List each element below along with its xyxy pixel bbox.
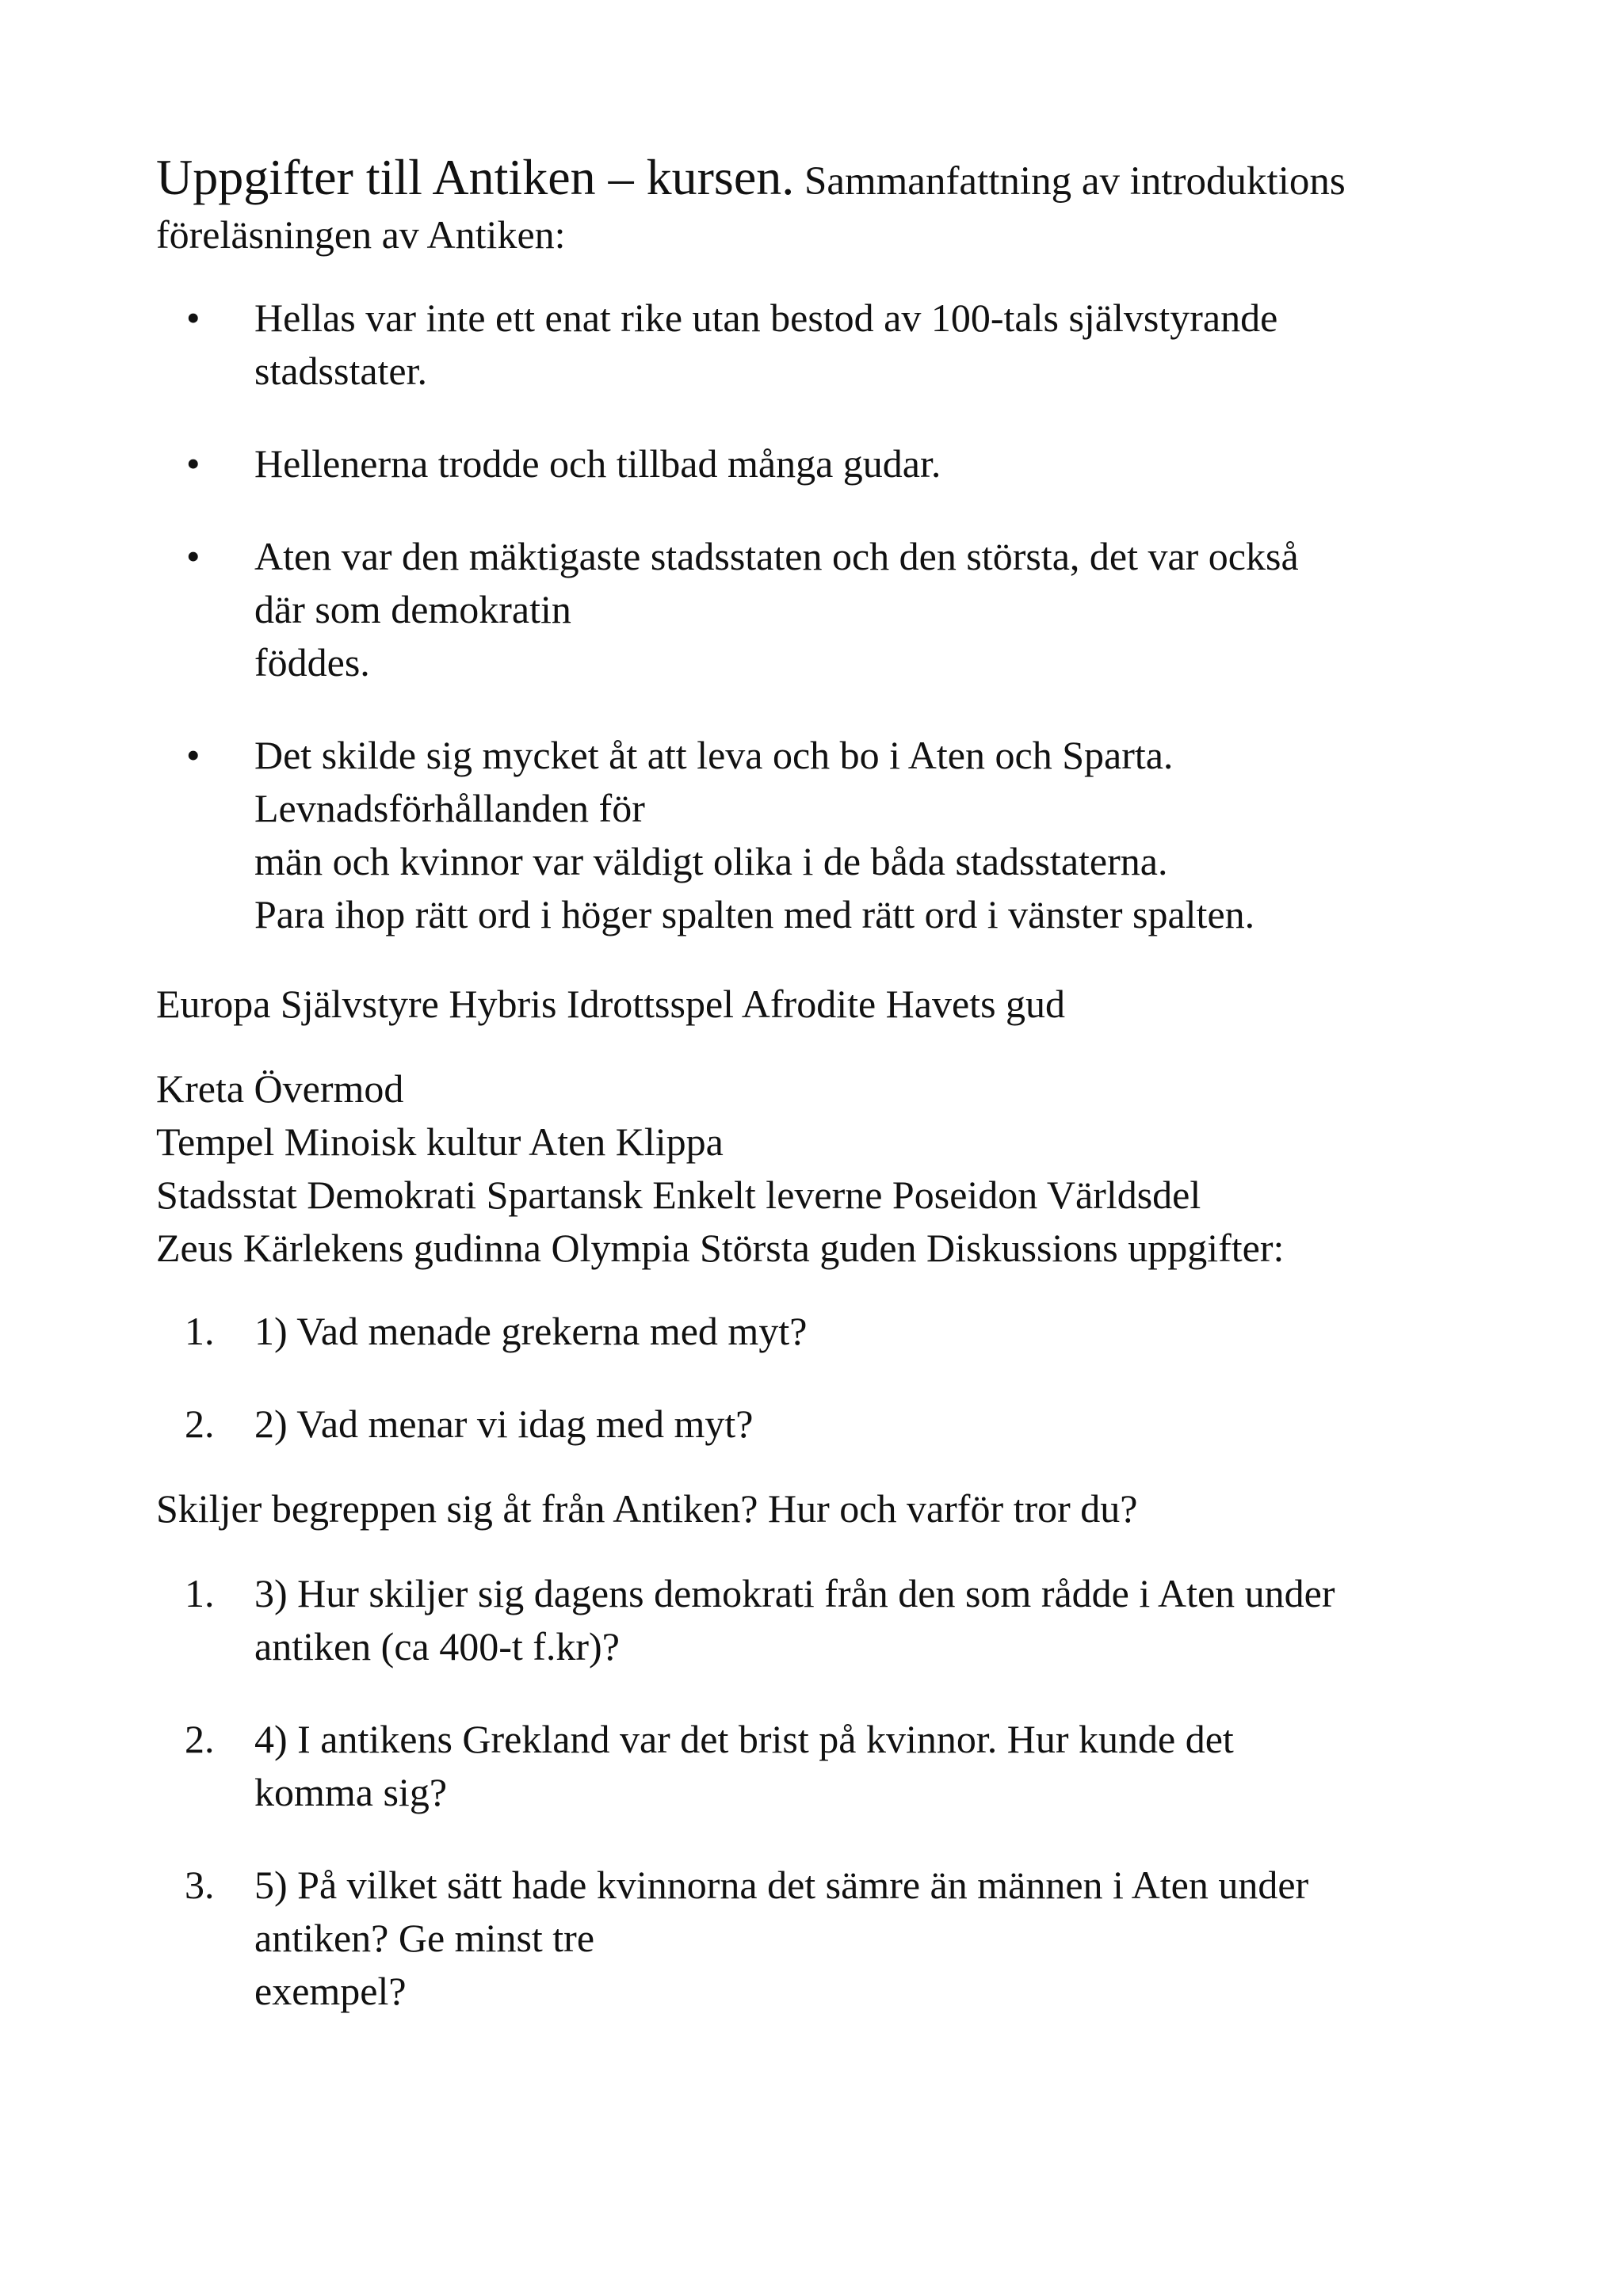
list-number: 3.	[185, 1863, 215, 1907]
list-number: 2.	[185, 1717, 215, 1761]
document-page	[156, 151, 1503, 2058]
bullet-dot-icon: •	[186, 296, 200, 340]
question-item: 1. 3) Hur skiljer sig dagens demokrati från den som rådde i Aten under antiken (ca 400-t f.kr)?	[156, 1567, 1503, 1673]
bullet-item: • Hellenerna trodde och tillbad många gudar.	[156, 437, 1503, 490]
question-item: 1. 1) Vad menade grekerna med myt?	[156, 1305, 1503, 1358]
bullet-item: • Hellas var inte ett enat rike utan bestod av 100-tals självstyrande stadsstater.	[156, 292, 1503, 398]
bullet-dot-icon: •	[186, 441, 200, 486]
words-line: Kreta Övermod	[156, 1066, 404, 1111]
list-number: 2.	[185, 1402, 215, 1446]
interlude-text: Skiljer begreppen sig åt från Antiken? Hur och varför tror du?	[156, 1486, 1138, 1531]
document-heading	[156, 151, 1503, 261]
list-number: 1.	[185, 1571, 215, 1615]
bullet-item: • Det skilde sig mycket åt att leva och bo i Aten och Sparta. Levnadsförhållanden för män och kvinnor var väldigt olika i de båda stadsstaterna. Para ihop rätt ord i höger spalten med rätt ord i vänster spalten.	[156, 729, 1503, 941]
words-line: Tempel Minoisk kultur Aten Klippa	[156, 1119, 724, 1164]
heading-subtitle-line-2: föreläsningen av Antiken:	[156, 212, 566, 257]
summary-bullet-list	[156, 292, 1503, 941]
list-number: 1.	[185, 1309, 215, 1353]
words-line: Stadsstat Demokrati Spartansk Enkelt leverne Poseidon Världsdel	[156, 1173, 1201, 1217]
questions-list-b	[156, 1567, 1503, 2018]
question-item: 2. 4) I antikens Grekland var det brist på kvinnor. Hur kunde det komma sig?	[156, 1713, 1503, 1819]
question-item: 2. 2) Vad menar vi idag med myt?	[156, 1398, 1503, 1451]
bullet-dot-icon: •	[186, 733, 200, 777]
bullet-item: • Aten var den mäktigaste stadsstaten och den största, det var också där som demokratin föddes.	[156, 530, 1503, 689]
questions-list-a	[156, 1305, 1503, 1451]
words-block	[156, 1062, 1503, 1275]
page-title: Uppgifter till Antiken – kursen.	[156, 149, 795, 205]
question-item: 3. 5) På vilket sätt hade kvinnorna det sämre än männen i Aten under antiken? Ge minst tre exempel?	[156, 1859, 1503, 2018]
bullet-dot-icon: •	[186, 534, 200, 578]
words-line: Zeus Kärlekens gudinna Olympia Största guden Diskussions uppgifter:	[156, 1226, 1285, 1270]
words-row: Europa Självstyre Hybris Idrottsspel Afrodite Havets gud	[156, 982, 1066, 1026]
heading-subtitle-line-1: Sammanfattning av introduktions	[794, 159, 1346, 204]
